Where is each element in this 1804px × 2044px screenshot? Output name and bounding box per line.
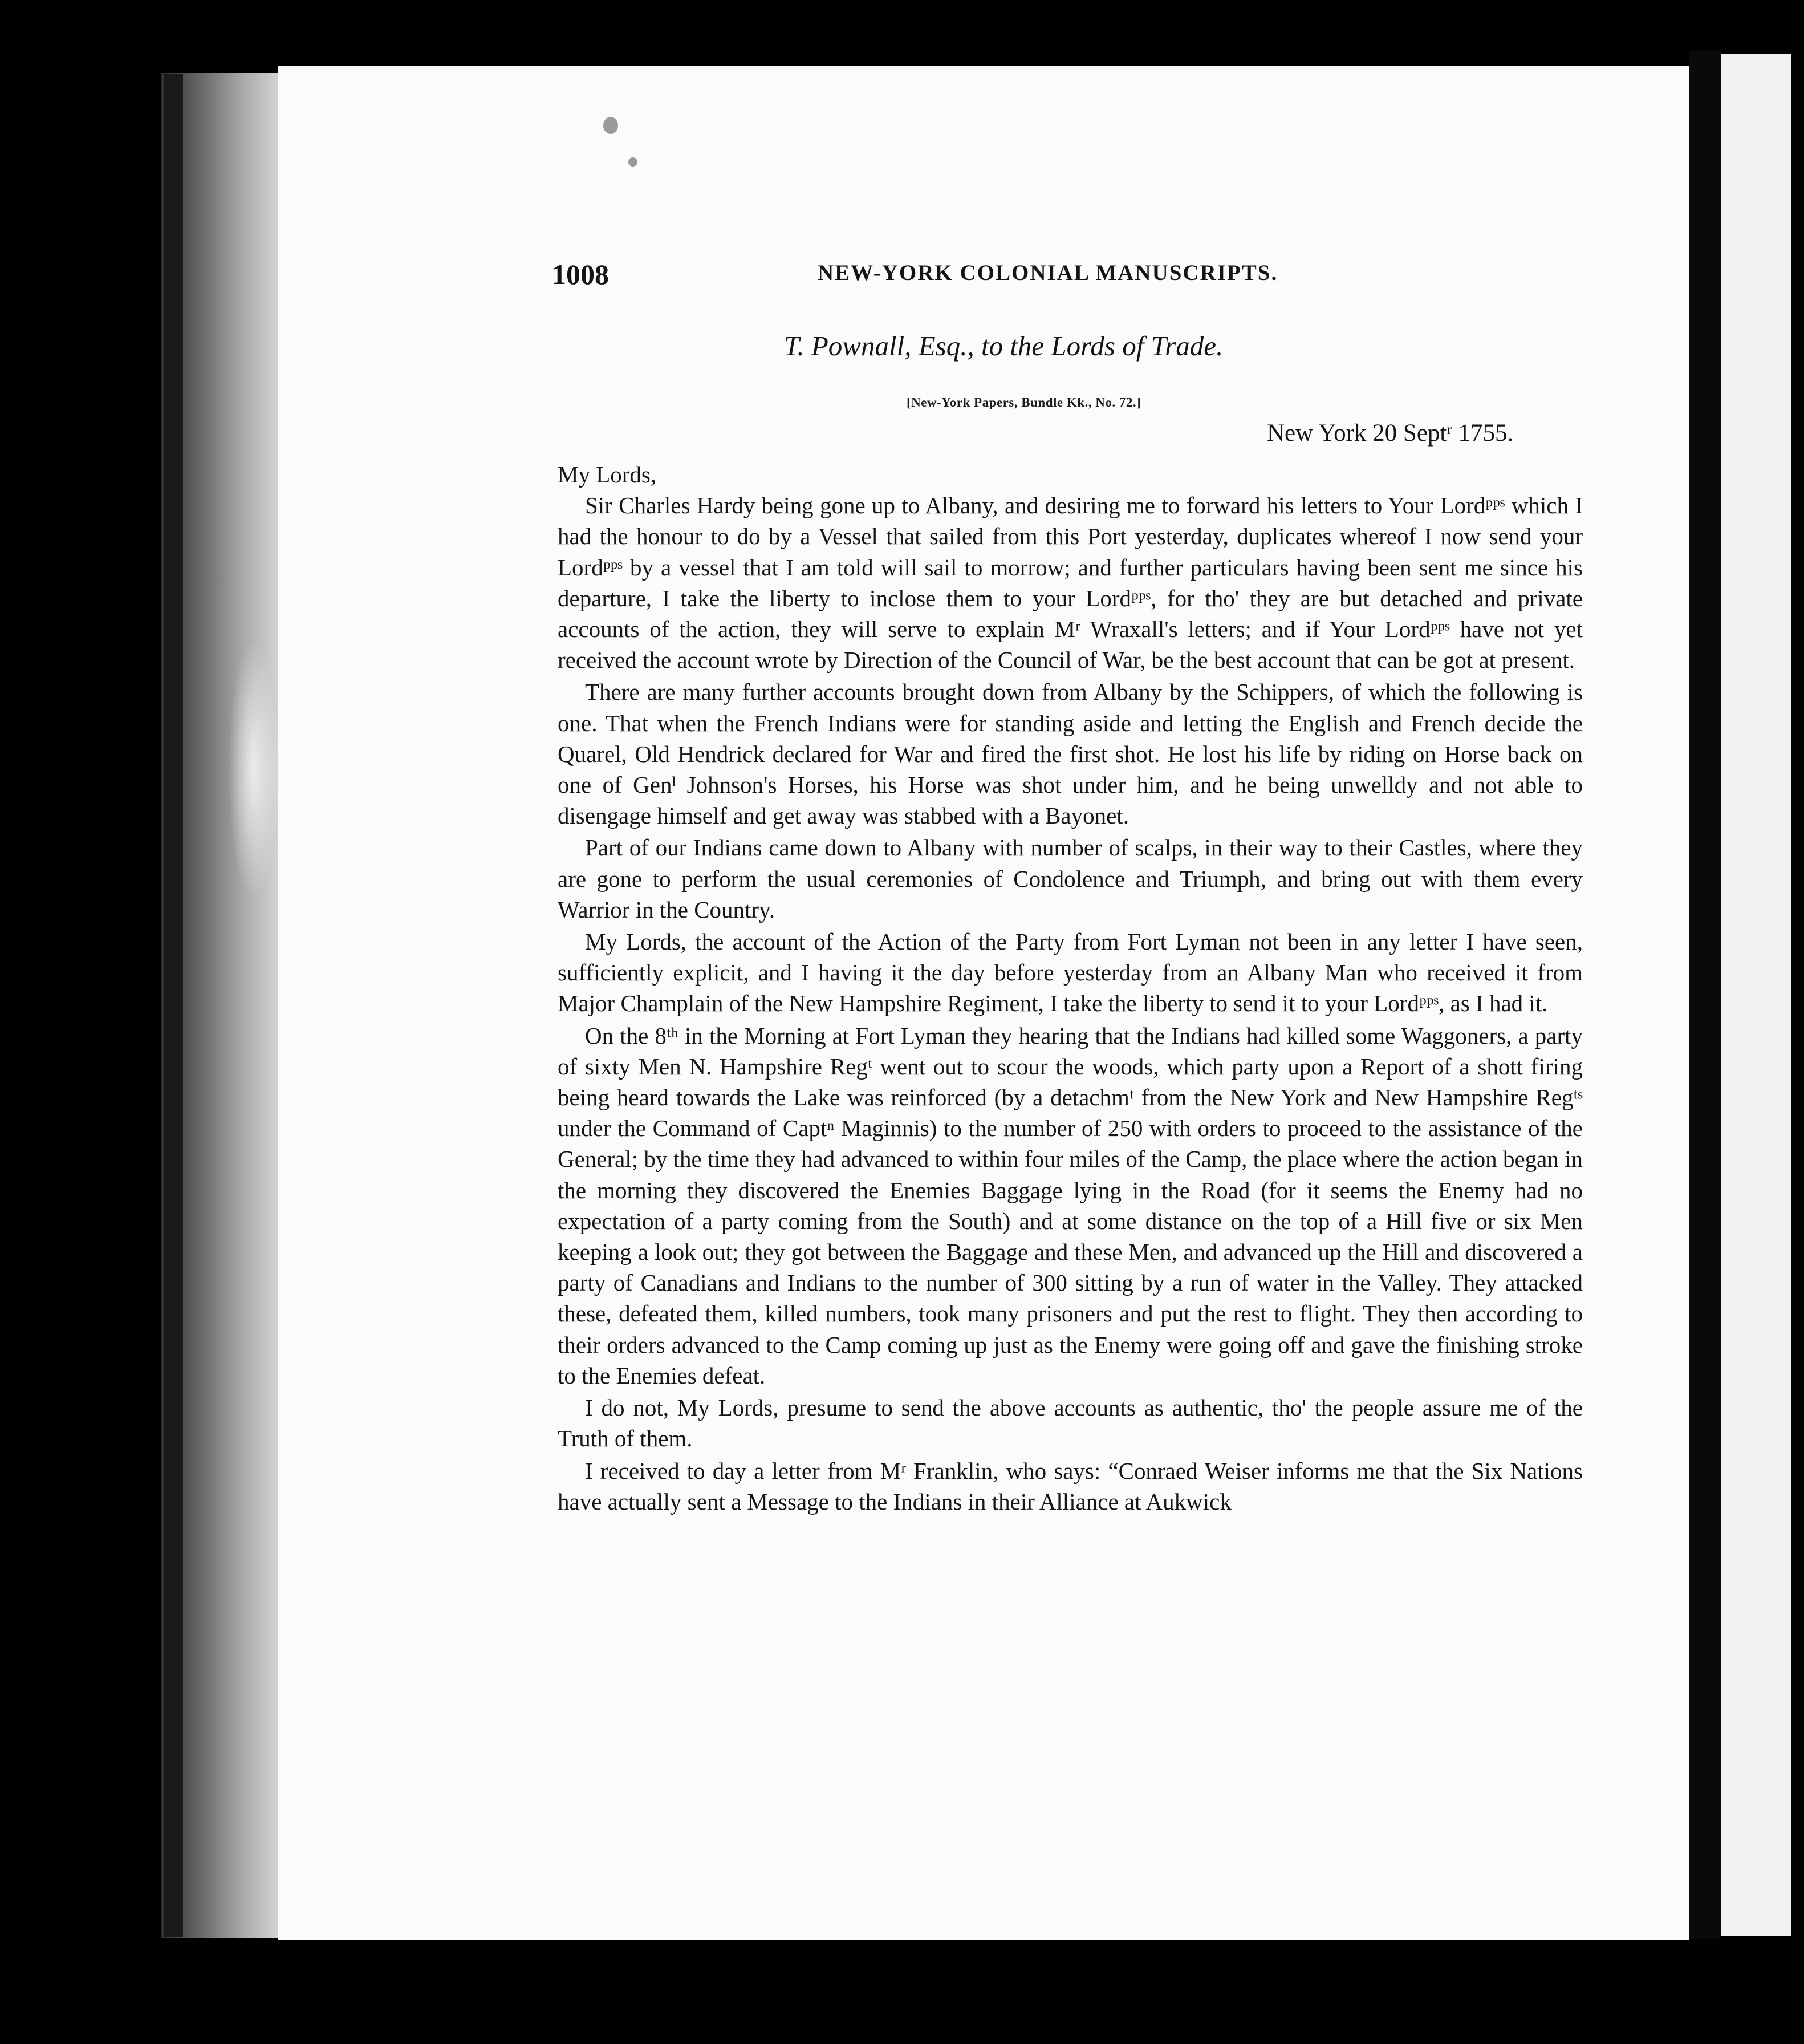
document-title: T. Pownall, Esq., to the Lords of Trade. xyxy=(783,330,1224,362)
facing-page-edge xyxy=(1721,54,1791,1936)
running-head: NEW-YORK COLONIAL MANUSCRIPTS. xyxy=(818,261,1278,285)
page-divider xyxy=(1689,51,1721,1939)
source-citation: [New-York Papers, Bundle Kk., No. 72.] xyxy=(907,395,1141,409)
page-header xyxy=(552,258,1590,298)
gutter-stain xyxy=(228,639,279,901)
dateline: New York 20 Septʳ 1755. xyxy=(1267,420,1514,447)
salutation: My Lords, xyxy=(558,461,657,488)
letter-body xyxy=(558,459,1583,1518)
scan-speck xyxy=(628,157,637,167)
paragraph: There are many further accounts brought down from Albany by the Schippers, of which the following is one. That when the French Indians were for standing aside and letting the English and French decide the Quarel, Old Hendrick declared for War and fired the first shot. He lost his life by riding on Horse back on one of Genˡ Johnson's Horses, his Horse was shot under him, and he being unwelldy and not able to disengage himself and get away was stabbed with a Bayonet. xyxy=(558,679,1583,829)
paragraph: My Lords, the account of the Action of the Party from Fort Lyman not been in any letter I have seen, sufficiently explicit, and I having it the day before yesterday from an Albany Man who received it from Major Champlain of the New Hampshire Regiment, I take the liberty to send it to your Lordᵖᵖˢ, as I had it. xyxy=(558,928,1583,1017)
paragraph: Sir Charles Hardy being gone up to Albany, and desiring me to forward his letters to Your Lordᵖᵖˢ which I had the honour to do by a Vessel that sailed from this Port yesterday, duplicates whereof I now send your Lordᵖᵖˢ by a vessel that I am told will sail to morrow; and further particulars having been sent me since his departure, I take the liberty to inclose them to your Lordᵖᵖˢ, for tho' they are but detached and private accounts of the action, they will serve to explain Mʳ Wraxall's letters; and if Your Lordᵖᵖˢ have not yet received the account wrote by Direction of the Council of War, be the best account that can be got at present. xyxy=(558,492,1583,674)
paragraph: Part of our Indians came down to Albany with number of scalps, in their way to their Castles, where they are gone to perform the usual ceremonies of Condolence and Triumph, and bring out with them every Warrior in the Country. xyxy=(558,834,1583,923)
binding-shadow xyxy=(164,74,183,1937)
paragraph: I received to day a letter from Mʳ Franklin, who says: “Conraed Weiser informs me that the Six Nations have actually sent a Message to the Indians in their Alliance at Aukwick xyxy=(558,1457,1583,1515)
paragraph: On the 8ᵗʰ in the Morning at Fort Lyman they hearing that the Indians had killed some Waggoners, a party of sixty Men N. Hampshire Regᵗ went out to scour the woods, which party upon a Report of a shott firing being heard towards the Lake was reinforced (by a detachmᵗ from the New York and New Hampshire Regᵗˢ under the Command of Captⁿ Maginnis) to the number of 250 with orders to proceed to the assistance of the General; by the time they had advanced to within four miles of the Camp, the place where the action began in the morning they discovered the Enemies Baggage lying in the Road (for it seems the Enemy had no expectation of a party coming from the South) and at some distance on the top of a Hill five or six Men keeping a look out; they got between the Baggage and these Men, and advanced up the Hill and discovered a party of Canadians and Indians to the number of 300 sitting by a run of water in the Valley. They attacked these, defeated them, killed numbers, took many prisoners and put the rest to flight. They then according to their orders advanced to the Camp coming up just as the Enemy were going off and gave the finishing stroke to the Enemies defeat. xyxy=(558,1022,1583,1389)
page-number: 1008 xyxy=(552,258,609,290)
paragraph: I do not, My Lords, presume to send the above accounts as authentic, tho' the people assure me of the Truth of them. xyxy=(558,1394,1583,1452)
scan-speck xyxy=(603,117,618,134)
